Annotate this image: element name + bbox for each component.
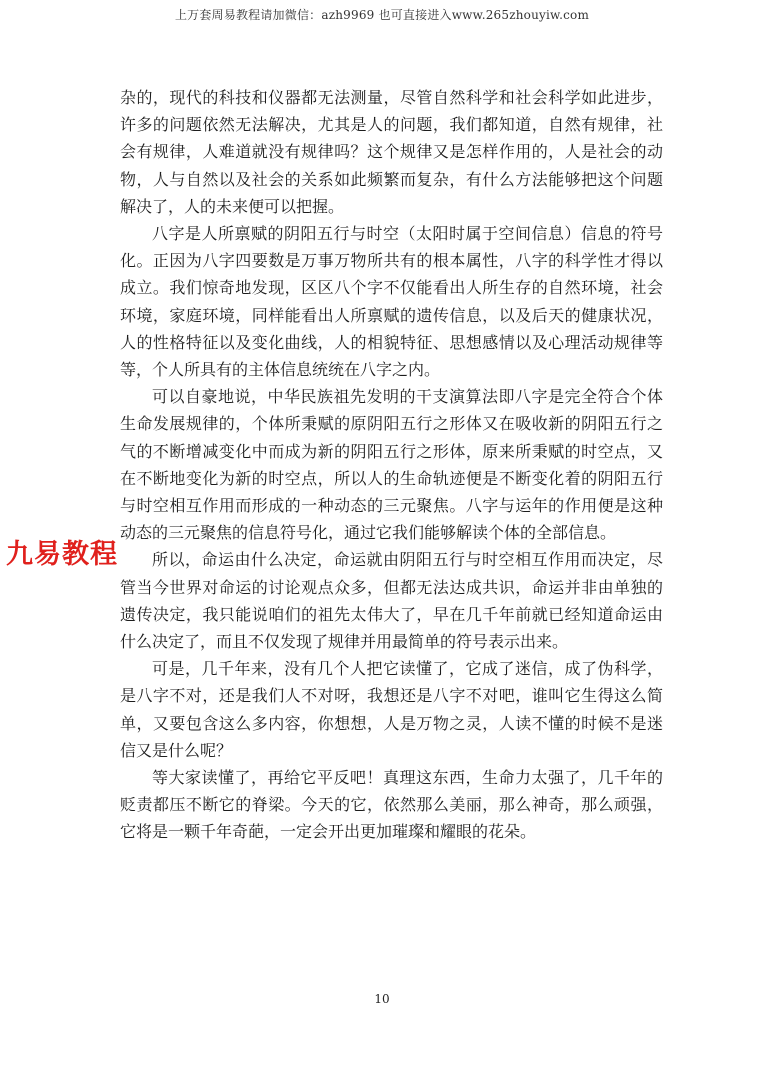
- page-number: 10: [374, 992, 390, 1006]
- watermark-logo: 九易教程: [6, 539, 118, 570]
- paragraph-6: 等大家读懂了，再给它平反吧！真理这东西，生命力太强了，几千年的贬责都压不断它的脊梁。今天的它，依然那么美丽，那么神奇，那么顽强，它将是一颗千年奇葩，一定会开出更加璀璨和耀眼的花朵。: [120, 768, 663, 842]
- paragraph-5: 可是，几千年来，没有几个人把它读懂了，它成了迷信，成了伪科学，是八字不对，还是我们人不对呀，我想还是八字不对吧，谁叫它生得这么简单，又要包含这么多内容，你想想，人是万物之灵，人读不懂的时候不是迷信又是什么呢？: [120, 659, 663, 760]
- document-body: [120, 84, 663, 846]
- paragraph-4: 所以，命运由什么决定，命运就由阴阳五行与时空相互作用而决定，尽管当今世界对命运的讨论观点众多，但都无法达成共识，命运并非由单独的遗传决定，我只能说咱们的祖先太伟大了，早在几千年前就已经知道命运由什么决定了，而且不仅发现了规律并用最简单的符号表示出来。: [120, 550, 663, 652]
- paragraph-1: 杂的，现代的科技和仪器都无法测量，尽管自然科学和社会科学如此进步，许多的问题依然无法解决，尤其是人的问题，我们都知道，自然有规律，社会有规律，人难道就没有规律吗？这个规律又是怎样作用的，人是社会的动物，人与自然以及社会的关系如此频繁而复杂，有什么方法能够把这个问题解决了，人的未来便可以把握。: [120, 88, 663, 216]
- header-promo-note: 上万套周易教程请加微信：azh9969 也可直接进入www.265zhouyiw.com: [174, 8, 590, 22]
- paragraph-3: 可以自豪地说，中华民族祖先发明的干支演算法即八字是完全符合个体生命发展规律的，个体所秉赋的原阴阳五行之形体又在吸收新的阴阳五行之气的不断增减变化中而成为新的阴阳五行之形体，原来所秉赋的时空点，又在不断地变化为新的时空点，所以人的生命轨迹便是不断变化着的阴阳五行与时空相互作用而形成的一种动态的三元聚焦。八字与运年的作用便是这种动态的三元聚焦的信息符号化，通过它我们能够解读个体的全部信息。: [120, 387, 663, 543]
- paragraph-2: 八字是人所禀赋的阴阳五行与时空（太阳时属于空间信息）信息的符号化。正因为八字四要数是万事万物所共有的根本属性，八字的科学性才得以成立。我们惊奇地发现，区区八个字不仅能看出人所生存的自然环境，社会环境，家庭环境，同样能看出人所禀赋的遗传信息，以及后天的健康状况，人的性格特征以及变化曲线，人的相貌特征、思想感情以及心理活动规律等等，个人所具有的主体信息统统在八字之内。: [120, 224, 663, 380]
